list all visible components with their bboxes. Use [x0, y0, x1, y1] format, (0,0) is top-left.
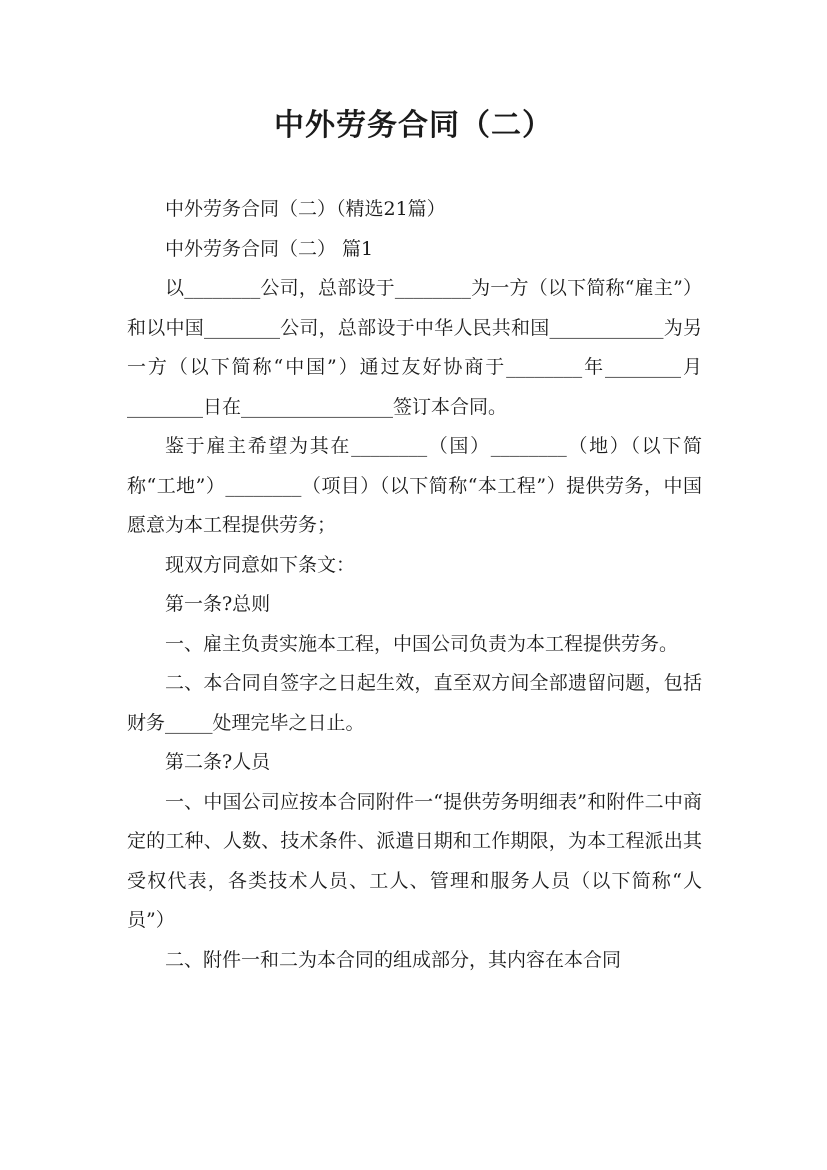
- article-1-clause-1: 一、雇主负责实施本工程，中国公司负责为本工程提供劳务。: [165, 632, 679, 655]
- page-title: 中外劳务合同（二）: [274, 108, 553, 143]
- article-2-clause-2: 二、附件一和二为本合同的组成部分，其内容在本合同: [165, 948, 622, 971]
- article-2-clause-1: 一、中国公司应按本合同附件一“提供劳务明细表”和附件二中商定的工种、人数、技术条件、派遣日期和工作期限，为本工程派出其受权代表，各类技术人员、工人、管理和服务人员（以下简称“人员”）: [127, 790, 702, 931]
- paragraph-agreement: 现双方同意如下条文：: [165, 553, 356, 576]
- article-1-clause-2: 二、本合同自签字之日起生效，直至双方间全部遗留问题，包括财务_____处理完毕之日止。: [127, 672, 702, 734]
- paragraph-section-heading: 中外劳务合同（二） 篇1: [165, 237, 374, 260]
- paragraph-parties: 以________公司，总部设于________为一方（以下简称“雇主”）和以中国________公司，总部设于中华人民共和国____________为另一方（以下简称“中国”）通过友好协商于________年________月________日在________________签订本合同。: [127, 277, 702, 418]
- article-1-heading: 第一条?总则: [165, 593, 271, 615]
- paragraph-whereas: 鉴于雇主希望为其在________（国）________（地）（以下简称“工地”）________（项目）（以下简称“本工程”）提供劳务，中国愿意为本工程提供劳务；: [127, 435, 702, 536]
- article-2-heading: 第二条?人员: [165, 751, 271, 773]
- paragraph-subtitle: 中外劳务合同（二）（精选21篇）: [165, 198, 446, 220]
- document-body: [127, 190, 702, 980]
